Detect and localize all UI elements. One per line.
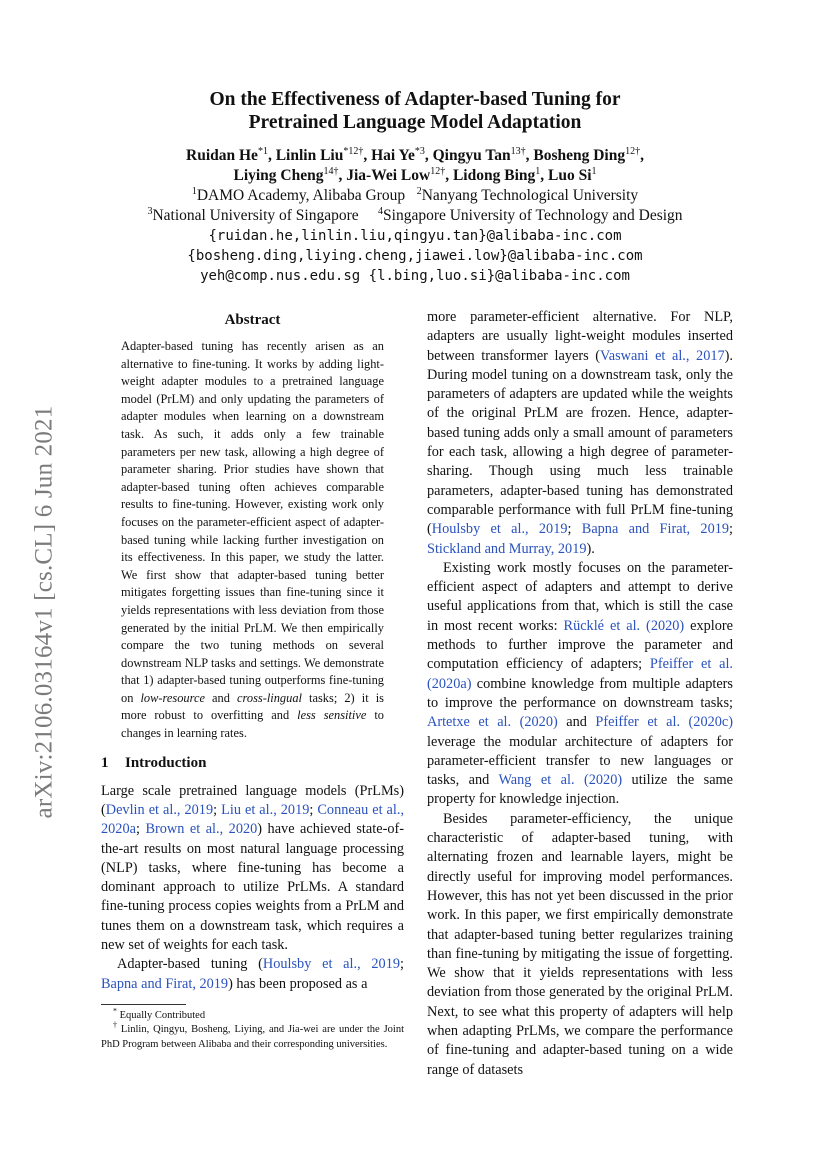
paper-header <box>100 88 730 286</box>
email-line: {bosheng.ding,liying.cheng,jiawei.low}@alibaba-inc.com <box>187 248 643 264</box>
author: Linlin Liu <box>275 147 344 164</box>
footnote-rule <box>101 1004 186 1005</box>
left-column <box>101 308 404 1052</box>
footnote <box>101 1006 404 1024</box>
citation-link[interactable]: Rücklé et al. (2020) <box>563 617 685 634</box>
citation-link[interactable]: Devlin et al., 2019 <box>105 801 214 818</box>
text-span: Adapter-based tuning ( <box>117 956 263 973</box>
citation-link[interactable]: Vaswani et al., 2017 <box>600 347 725 364</box>
email-line: yeh@comp.nus.edu.sg {l.bing,luo.si}@alibaba-inc.com <box>200 268 630 284</box>
body-paragraph <box>427 559 733 810</box>
text-span: Existing work mostly focuses on the parameter-efficient aspect of adapters and attempt to derive useful applications from that, which is still the case in most recent works: <box>427 559 733 634</box>
author: Luo Si <box>548 167 592 184</box>
author: Jia-Wei Low <box>346 167 431 184</box>
paper-title <box>100 88 730 134</box>
author-sup: 12† <box>625 145 641 157</box>
citation-link[interactable]: Liu et al., 2019 <box>221 801 310 818</box>
arxiv-stamp-text: arXiv:2106.03164v1 [cs.CL] 6 Jun 2021 <box>30 405 58 819</box>
author: Lidong Bing <box>452 167 536 184</box>
author-sup: 12† <box>430 165 446 177</box>
citation-link[interactable]: Bapna and Firat, 2019 <box>101 975 229 992</box>
text-span: combine knowledge from multiple adapters to improve the performance on downstream tasks; <box>427 675 733 711</box>
footnote <box>101 1020 404 1052</box>
title-line-1: On the Effectiveness of Adapter-based Tuning for <box>209 89 621 110</box>
author-sup: *1 <box>257 145 268 157</box>
text-span: ) has been proposed as a <box>228 975 368 992</box>
author: Bosheng Ding <box>533 147 626 164</box>
footnote-text: Linlin, Qingyu, Bosheng, Liying, and Jia-wei are under the Joint PhD Program between Alibaba and their corresponding universities. <box>101 1024 404 1050</box>
affiliation: DAMO Academy, Alibaba Group <box>196 187 406 204</box>
author-sup: 14† <box>323 165 339 177</box>
citation-link[interactable]: Stickland and Murray, 2019 <box>427 540 587 557</box>
author: Hai Ye <box>371 147 415 164</box>
author: Liying Cheng <box>233 167 324 184</box>
text-span: leverage the modular architecture of adapters for parameter-efficient transfer to new languages or tasks, and <box>427 733 733 789</box>
section-number: 1 <box>101 754 109 771</box>
author-sup: 1 <box>535 165 541 177</box>
section-title: Introduction <box>125 754 207 771</box>
text-span: ; <box>729 521 734 538</box>
author-sup: *12† <box>343 145 364 157</box>
abstract-emphasis: low-resource <box>140 690 205 705</box>
intro-paragraph-2 <box>101 955 404 994</box>
text-span: ) have achieved state-of-the-art results on most natural language processing (NLP) tasks, where fine-tuning has become a dominant approach to utilize PrLMs. A standard fine-tuning process copies weights from a PrLM and tunes them on a downstream task, which requires a new set of weights for each task. <box>101 821 404 954</box>
text-span: ). During model tuning on a downstream task, only the parameters of adapters are updated while the weights of the original PrLM are frozen. Hence, adapter-based tuning adds only a small amount of parameters for each task, allowing a high degree of parameter-sharing. Though using much less trainable parameters, adapter-based tuning has demonstrated comparable performance with full PrLM fine-tuning ( <box>427 347 733 538</box>
affil-sup: 4 <box>378 205 384 217</box>
section-heading-introduction <box>101 755 404 772</box>
abstract-text <box>121 338 384 743</box>
email-line: {ruidan.he,linlin.liu,qingyu.tan}@alibaba-inc.com <box>208 228 622 244</box>
affiliation: Singapore University of Technology and Design <box>383 207 683 224</box>
abstract-span: and <box>204 690 238 705</box>
abstract-emphasis: less sensitive <box>297 708 367 723</box>
citation-link[interactable]: Brown et al., 2020 <box>145 821 258 838</box>
intro-paragraph-1 <box>101 782 404 956</box>
abstract-span: to changes in learning rates. <box>121 708 384 741</box>
affil-sup: 3 <box>147 205 153 217</box>
citation-link[interactable]: Houlsby et al., 2019 <box>431 521 568 538</box>
citation-link[interactable]: Wang et al. (2020) <box>498 772 623 789</box>
body-paragraph: Besides parameter-efficiency, the unique characteristic of adapter-based tuning, with alternating frozen and learnable layers, might be directly useful for improving model performances. However, this has not yet been discussed in the prior work. In this paper, we first empirically demonstrate that adapter-based tuning better regularizes training than fine-tuning by mitigating the issue of forgetting. We show that it yields representations with less deviation from those generated by the original PrLM. Next, to see what this property of adapters will help when adapting PrLMs, we compare the performance of fine-tuning and adapter-based tuning on a wide range of datasets <box>427 810 733 1078</box>
abstract-span: tasks; 2) it is more robust to overfitting and <box>121 690 384 723</box>
text-span: ; <box>213 801 222 818</box>
text-span: ; <box>567 521 582 538</box>
abstract-heading: Abstract <box>224 312 281 328</box>
text-span: ). <box>586 540 595 557</box>
affiliations <box>100 186 730 226</box>
affiliation: Nanyang Technological University <box>421 187 639 204</box>
text-span: more parameter-efficient alternative. For NLP, adapters are usually light-weight modules inserted between transformer layers ( <box>427 309 733 364</box>
citation-link[interactable]: Pfeiffer et al. (2020c) <box>595 714 734 731</box>
footnote-text: Equally Contributed <box>117 1009 206 1021</box>
author: Qingyu Tan <box>432 147 511 164</box>
citation-link[interactable]: Conneau et al., 2020a <box>101 801 405 838</box>
author-sup: *3 <box>414 145 425 157</box>
footnote-mark: * <box>113 1006 117 1016</box>
text-span: utilize the same property for knowledge injection. <box>427 772 734 808</box>
right-column <box>427 308 733 1080</box>
affil-sup: 1 <box>191 185 197 197</box>
citation-link[interactable]: Houlsby et al., 2019 <box>262 956 400 973</box>
citation-link[interactable]: Bapna and Firat, 2019 <box>581 521 730 538</box>
footnote-mark: † <box>113 1020 117 1030</box>
author-sup: 13† <box>510 145 526 157</box>
citation-link[interactable]: Pfeiffer et al. (2020a) <box>427 656 734 692</box>
author: Ruidan He <box>186 147 258 164</box>
text-span: explore methods to further improve the parameter and computation efficiency of adapters; <box>427 617 733 673</box>
text-span: and <box>557 714 596 731</box>
title-line-2: Pretrained Language Model Adaptation <box>248 112 582 133</box>
author-sup: 1 <box>591 165 597 177</box>
email-block <box>100 226 730 286</box>
arxiv-stamp <box>22 378 66 846</box>
text-span: Large scale pretrained language models (PrLMs) ( <box>101 782 404 818</box>
text-span: ; <box>309 801 318 818</box>
author-list: Ruidan He$^{*1}$, Linlin Liu$^{*12\dagger}$, Hai Ye$^{*3}$, Qingyu Tan$^{13\dagger}$, Bosheng Ding$^{12\dagger}$, Liying Cheng$^{14\dagger}$, Jia-Wei Low$^{12\dagger}$, Lidong Bing$^1$, Luo Si$^1$ <box>186 145 644 184</box>
affiliation: National University of Singapore <box>152 207 359 224</box>
body-paragraph <box>427 308 733 559</box>
text-span: ; <box>400 956 404 973</box>
abstract-emphasis: cross-lingual <box>237 690 302 705</box>
affil-sup: 2 <box>416 185 422 197</box>
abstract-span: Adapter-based tuning has recently arisen as an alternative to fine-tuning. It works by adding light-weight adapter modules to a pretrained language model (PrLM) and only updating the parameters of adapter modules when learning on a downstream task. As such, it adds only a few trainable parameters per new task, allowing a high degree of parameter sharing. Prior studies have shown that adapter-based tuning often achieves comparable results to fine-tuning. However, existing work only focuses on the parameter-efficient aspect of adapter-based tuning while lacking further investigation on its effectiveness. In this paper, we study the latter. We first show that adapter-based tuning better mitigates forgetting issues than fine-tuning since it yields representations with less deviation from those generated by the initial PrLM. We then empirically compare the two tuning methods on several downstream NLP tasks and settings. We demonstrate that 1) adapter-based tuning outperforms fine-tuning on <box>121 339 384 705</box>
text-span: ; <box>135 821 146 838</box>
citation-link[interactable]: Artetxe et al. (2020) <box>427 714 558 731</box>
